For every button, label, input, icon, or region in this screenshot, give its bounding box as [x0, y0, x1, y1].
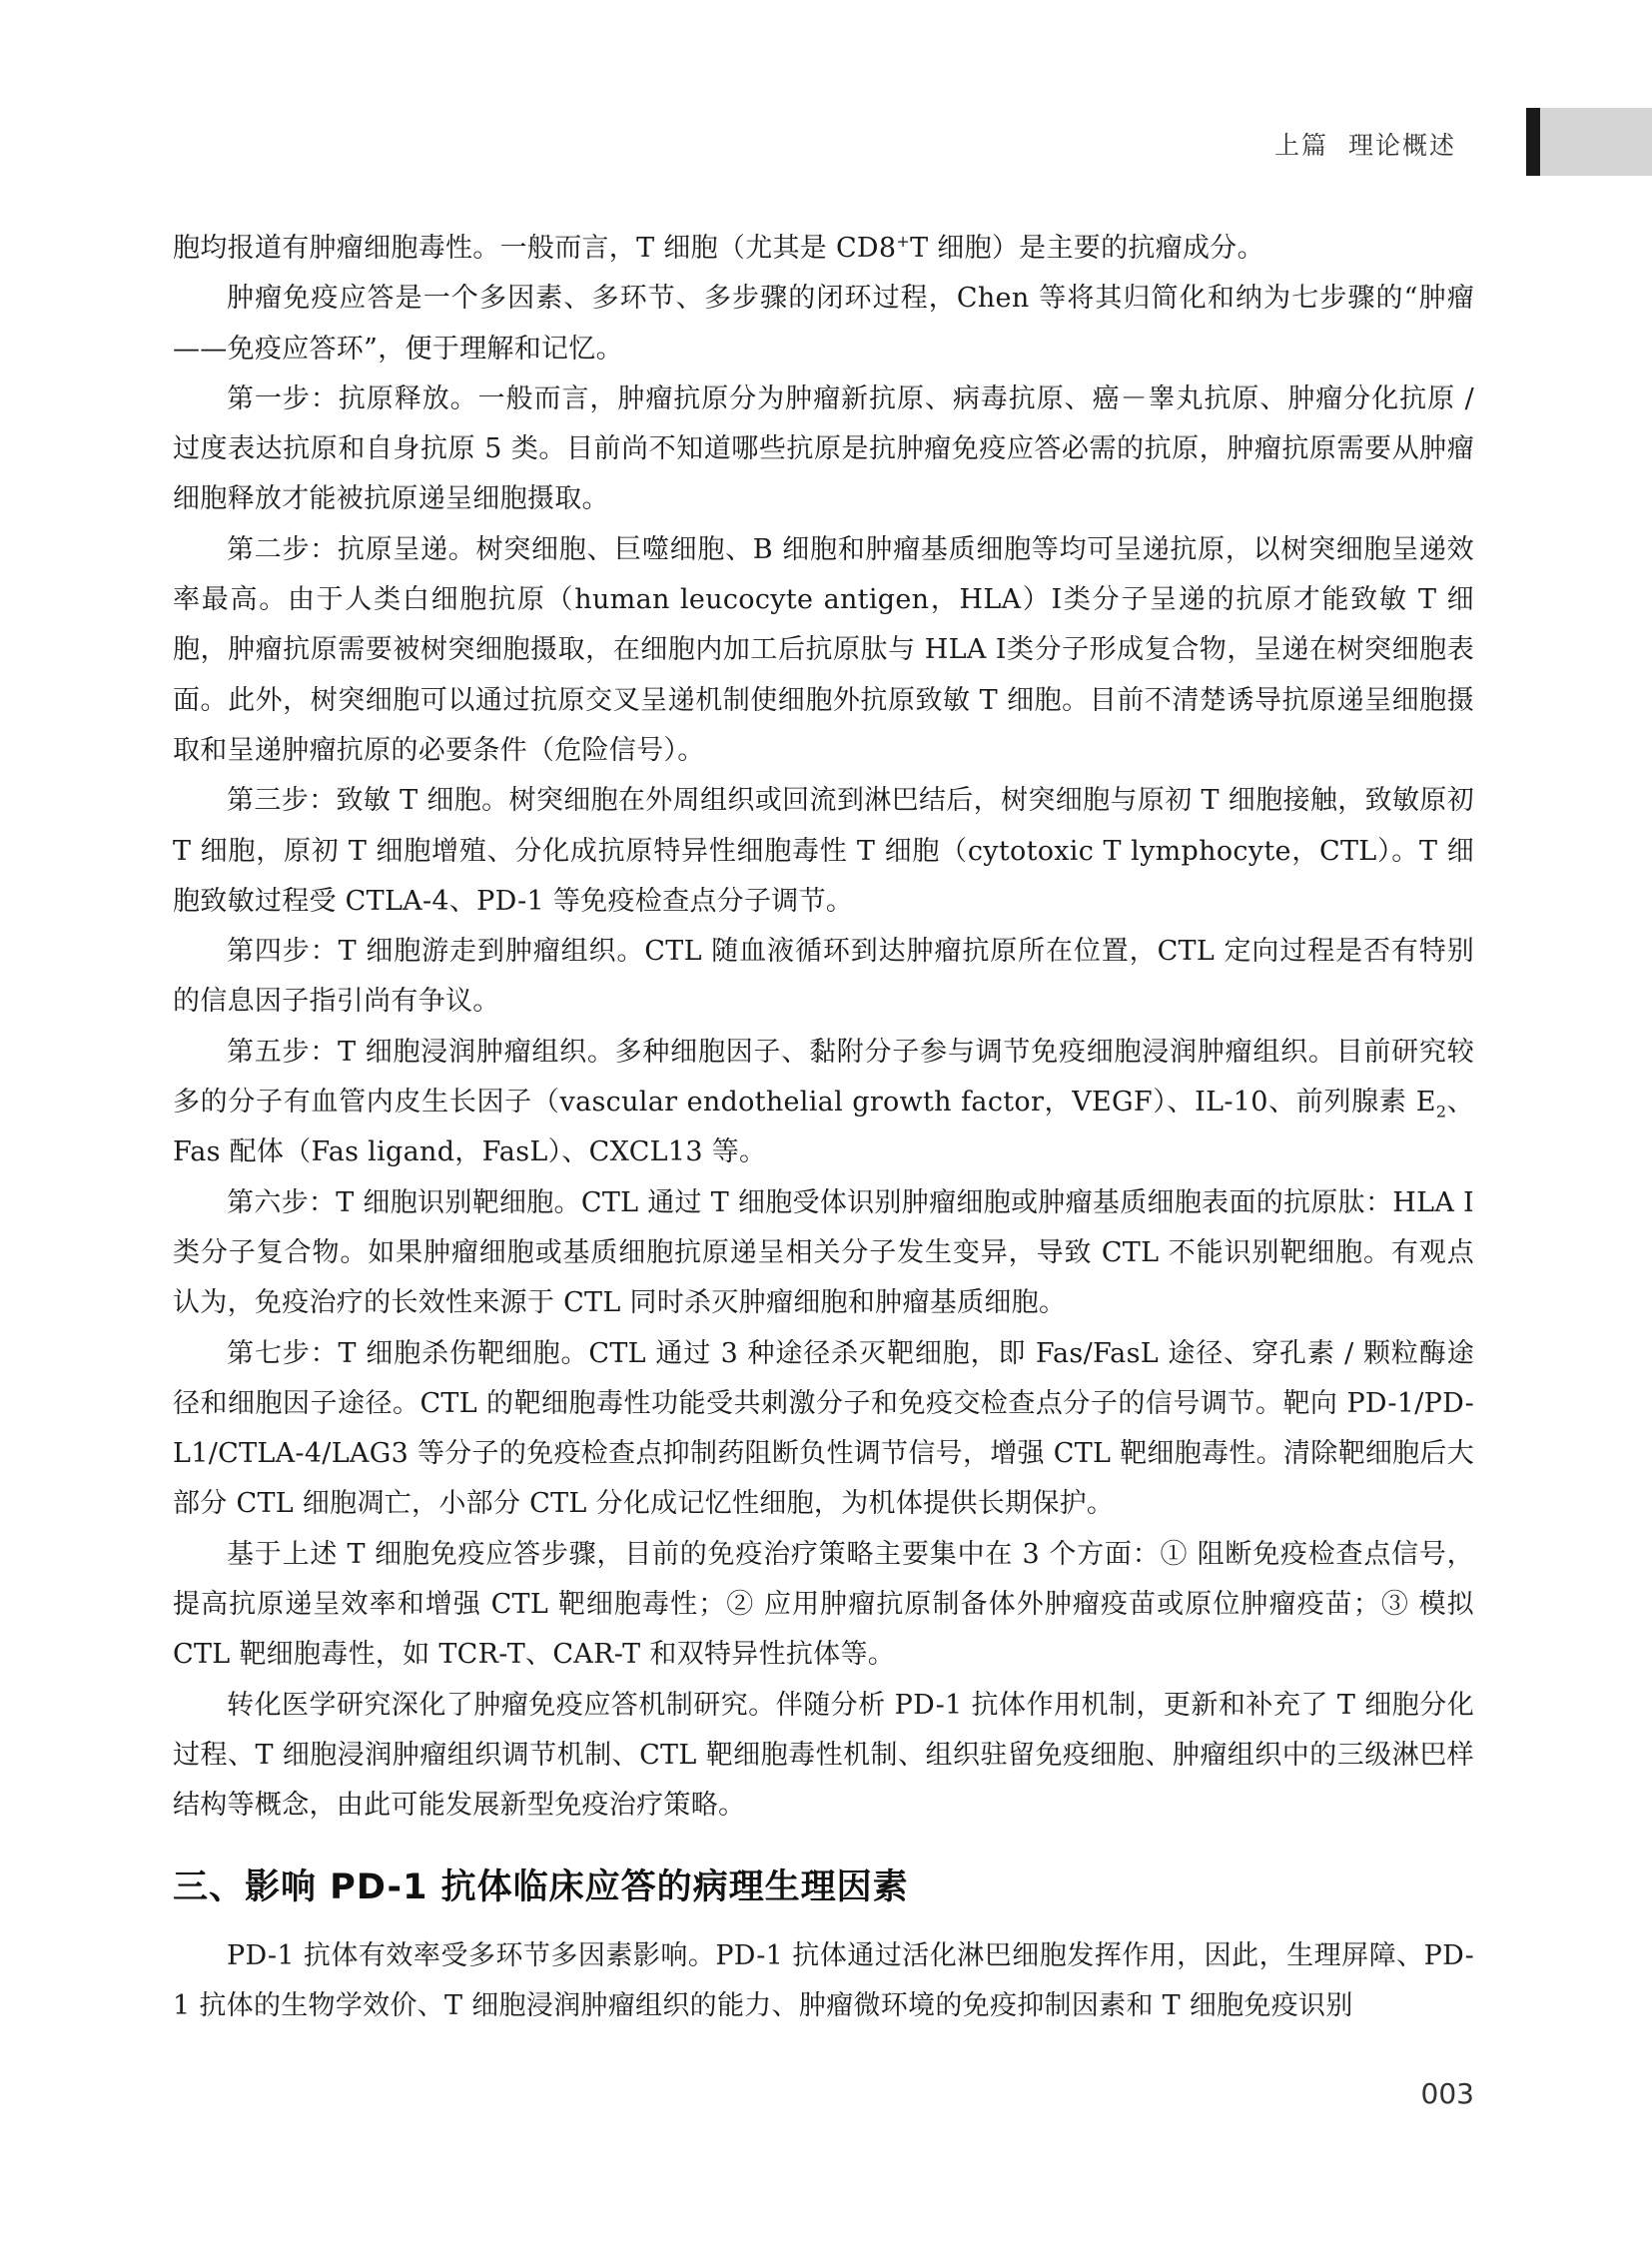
paragraph-step-1: 第一步：抗原释放。一般而言，肿瘤抗原分为肿瘤新抗原、病毒抗原、癌－睾丸抗原、肿瘤分化抗原 / 过度表达抗原和自身抗原 5 类。目前尚不知道哪些抗原是抗肿瘤免疫应答必需的抗原，肿瘤抗原需要从肿瘤细胞释放才能被抗原递呈细胞摄取。	[173, 382, 1474, 515]
page-number: 003	[1420, 2077, 1474, 2110]
main-text	[173, 224, 1474, 2031]
header-black-bar	[1526, 108, 1540, 176]
paragraph-step-5: 第五步：T 细胞浸润肿瘤组织。多种细胞因子、黏附分子参与调节免疫细胞浸润肿瘤组织。目前研究较多的分子有血管内皮生长因子（vascular endothelial growth factor，VEGF）、IL-10、前列腺素 $E_2$、Fas 配体（Fas ligand，FasL）、CXCL13 等。	[173, 1036, 1474, 1168]
header-part: 上篇	[1273, 131, 1328, 160]
superscript-plus: +	[896, 232, 911, 251]
running-header	[0, 108, 1652, 176]
running-header-text	[1274, 126, 1456, 162]
section-heading: 三、影响 PD-1 抗体临床应答的病理生理因素	[173, 1867, 909, 1907]
paragraph-continuation: 胞均报道有肿瘤细胞毒性。一般而言，T 细胞（尤其是 CD8+T 细胞）是主要的抗瘤成分。	[173, 232, 1264, 264]
paragraph-step-7: 第七步：T 细胞杀伤靶细胞。CTL 通过 3 种途径杀灭靶细胞，即 Fas/FasL 途径、穿孔素 / 颗粒酶途径和细胞因子途径。CTL 的靶细胞毒性功能受共刺激分子和免疫交检查点分子的信号调节。靶向 PD-1/PD-L1/CTLA-4/LAG3 等分子的免疫检查点抑制药阻断负性调节信号，增强 CTL 靶细胞毒性。清除靶细胞后大部分 CTL 细胞凋亡，小部分 CTL 分化成记忆性细胞，为机体提供长期保护。	[173, 1337, 1475, 1520]
paragraph-step-2: 第二步：抗原呈递。树突细胞、巨噬细胞、B 细胞和肿瘤基质细胞等均可呈递抗原，以树突细胞呈递效率最高。由于人类白细胞抗原（human leucocyte antigen，HLA）Ⅰ类分子呈递的抗原才能致敏 T 细胞，肿瘤抗原需要被树突细胞摄取，在细胞内加工后抗原肽与 HLA Ⅰ类分子形成复合物，呈递在树突细胞表面。此外，树突细胞可以通过抗原交叉呈递机制使细胞外抗原致敏 T 细胞。目前不清楚诱导抗原递呈细胞摄取和呈递肿瘤抗原的必要条件（危险信号）。	[173, 533, 1474, 766]
paragraph-pd1-efficacy: PD-1 抗体有效率受多环节多因素影响。PD-1 抗体通过活化淋巴细胞发挥作用，因此，生理屏障、PD-1 抗体的生物学效价、T 细胞浸润肿瘤组织的能力、肿瘤微环境的免疫抑制因素和 T 细胞免疫识别	[173, 1939, 1474, 2021]
header-gray-tab	[1540, 108, 1652, 176]
paragraph-step-4: 第四步：T 细胞游走到肿瘤组织。CTL 随血液循环到达肿瘤抗原所在位置，CTL 定向过程是否有特别的信息因子指引尚有争议。	[173, 936, 1474, 1018]
paragraph-translational: 转化医学研究深化了肿瘤免疫应答机制研究。伴随分析 PD-1 抗体作用机制，更新和补充了 T 细胞分化过程、T 细胞浸润肿瘤组织调节机制、CTL 靶细胞毒性机制、组织驻留免疫细胞、肿瘤组织中的三级淋巴样结构等概念，由此可能发展新型免疫治疗策略。	[173, 1689, 1474, 1822]
paragraph-strategies: 基于上述 T 细胞免疫应答步骤，目前的免疫治疗策略主要集中在 3 个方面：① 阻断免疫检查点信号，提高抗原递呈效率和增强 CTL 靶细胞毒性；② 应用肿瘤抗原制备体外肿瘤疫苗或原位肿瘤疫苗；③ 模拟 CTL 靶细胞毒性，如 TCR-T、CAR-T 和双特异性抗体等。	[173, 1538, 1474, 1671]
subscript-2: 2	[1435, 1102, 1447, 1121]
header-title: 理论概述	[1347, 131, 1456, 160]
paragraph-immune-cycle: 肿瘤免疫应答是一个多因素、多环节、多步骤的闭环过程，Chen 等将其归简化和纳为七步骤的“肿瘤——免疫应答环”，便于理解和记忆。	[173, 283, 1474, 365]
paragraph-step-6: 第六步：T 细胞识别靶细胞。CTL 通过 T 细胞受体识别肿瘤细胞或肿瘤基质细胞表面的抗原肽：HLA Ⅰ类分子复合物。如果肿瘤细胞或基质细胞抗原递呈相关分子发生变异，导致 CTL 不能识别靶细胞。有观点认为，免疫治疗的长效性来源于 CTL 同时杀灭肿瘤细胞和肿瘤基质细胞。	[173, 1186, 1474, 1319]
paragraph-step-3: 第三步：致敏 T 细胞。树突细胞在外周组织或回流到淋巴结后，树突细胞与原初 T 细胞接触，致敏原初 T 细胞，原初 T 细胞增殖、分化成抗原特异性细胞毒性 T 细胞（cytotoxic T lymphocyte，CTL）。T 细胞致敏过程受 CTLA-4、PD-1 等免疫检查点分子调节。	[173, 785, 1474, 917]
